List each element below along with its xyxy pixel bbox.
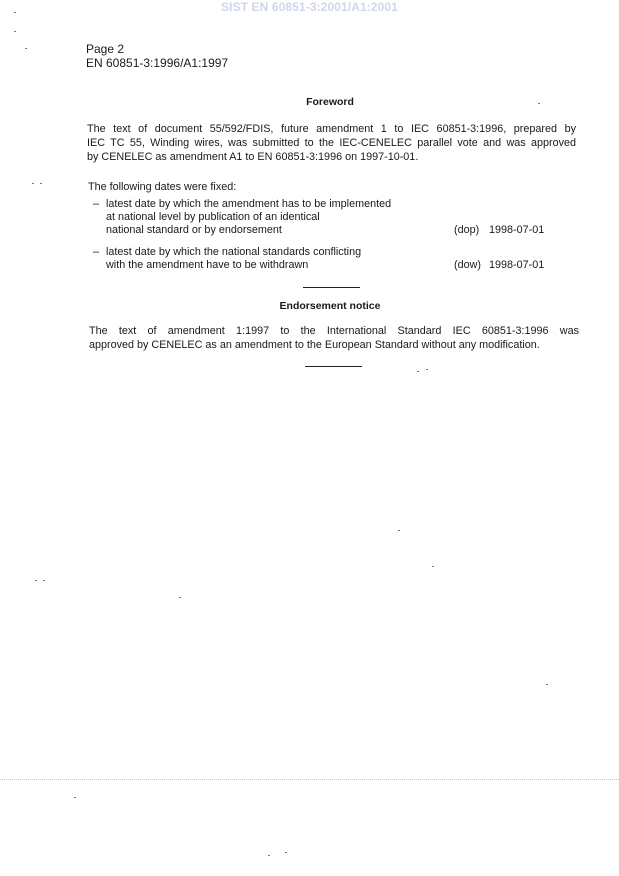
scan-speck — [25, 48, 27, 49]
scan-speck — [32, 183, 34, 184]
scan-speck — [35, 580, 37, 581]
date-value: 1998-07-01 — [489, 259, 545, 271]
section-divider — [303, 287, 360, 288]
page-number: Page 2 — [86, 42, 125, 56]
scan-speck — [426, 369, 428, 370]
foreword-intro-line: IEC TC 55, Winding wires, was submitted to the IEC-CENELEC parallel vote and was approved — [87, 137, 576, 149]
scan-speck — [268, 855, 270, 856]
date-code: (dow) — [454, 259, 481, 271]
date-item-dop — [93, 198, 563, 238]
scan-speck — [14, 12, 16, 13]
endorsement-line: approved by CENELEC as an amendment to the European Standard without any modification. — [89, 339, 540, 351]
date-value: 1998-07-01 — [489, 224, 545, 236]
date-item-line: at national level by publication of an identical — [106, 211, 320, 223]
foreword-title: Foreword — [306, 96, 354, 108]
date-item-description — [106, 246, 446, 272]
scan-speck — [398, 530, 400, 531]
endorsement-title: Endorsement notice — [279, 300, 381, 312]
standard-reference: EN 60851-3:1996/A1:1997 — [86, 56, 229, 70]
endorsement-line: The text of amendment 1:1997 to the International Standard IEC 60851-3:1996 was — [89, 325, 579, 337]
date-item-line: with the amendment have to be withdrawn — [106, 259, 309, 271]
foreword-intro-line: by CENELEC as amendment A1 to EN 60851-3:1996 on 1997-10-01. — [87, 151, 419, 163]
section-divider — [305, 366, 362, 367]
scan-artifact-line — [0, 779, 619, 780]
date-code: (dop) — [454, 224, 480, 236]
list-dash: – — [93, 198, 100, 210]
watermark: SIST EN 60851-3:2001/A1:2001 — [221, 0, 398, 14]
date-item-dow — [93, 246, 563, 274]
scan-speck — [417, 371, 419, 372]
scan-speck — [285, 852, 287, 853]
date-item-line: national standard or by endorsement — [106, 224, 282, 236]
dates-intro: The following dates were fixed: — [88, 181, 237, 193]
date-item-description — [106, 198, 446, 237]
scan-speck — [43, 580, 45, 581]
scan-speck — [179, 597, 181, 598]
scan-speck — [40, 183, 42, 184]
scan-speck — [14, 31, 16, 32]
list-dash: – — [93, 246, 100, 258]
scan-speck — [432, 566, 434, 567]
scan-speck — [546, 684, 548, 685]
date-item-line: latest date by which the amendment has to be implemented — [106, 198, 392, 210]
foreword-intro-line: The text of document 55/592/FDIS, future amendment 1 to IEC 60851-3:1996, prepared by — [87, 123, 576, 135]
scan-speck — [74, 797, 76, 798]
date-item-line: latest date by which the national standards conflicting — [106, 246, 362, 258]
